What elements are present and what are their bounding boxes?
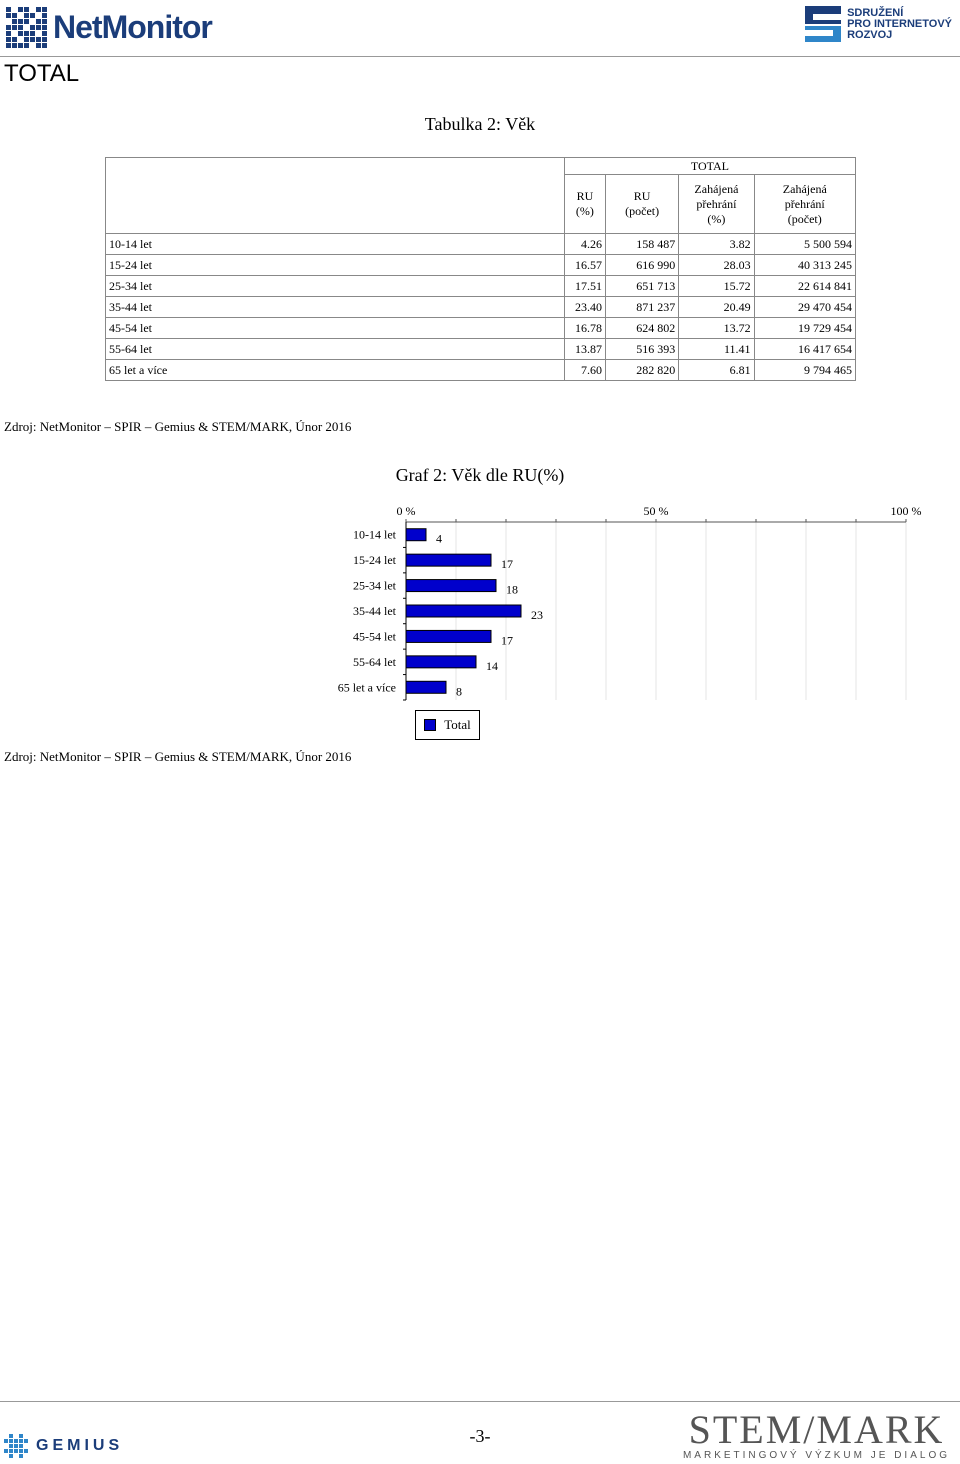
- table-group-header: TOTAL: [564, 158, 855, 175]
- column-header-plays-count: Zahájená přehrání (počet): [754, 175, 855, 234]
- chart-title: Graf 2: Věk dle RU(%): [395, 465, 565, 485]
- table-cell: 616 990: [605, 255, 678, 276]
- bar: [406, 580, 496, 592]
- table-cell: 15.72: [679, 276, 754, 297]
- stem-mark-logo: [682, 1407, 950, 1461]
- table-row: [106, 339, 856, 360]
- age-table: [105, 157, 856, 381]
- bar: [406, 656, 476, 668]
- table-cell: 3.82: [679, 234, 754, 255]
- data-label: 8: [456, 684, 462, 699]
- column-header-ru-count: RU (počet): [605, 175, 678, 234]
- row-label: 55-64 let: [106, 339, 565, 360]
- data-label: 17: [501, 633, 513, 648]
- bar: [406, 554, 491, 566]
- netmonitor-logo: [6, 6, 212, 48]
- category-label: 55-64 let: [353, 654, 396, 669]
- data-label: 18: [506, 582, 518, 597]
- source-note-chart: Zdroj: NetMonitor – SPIR – Gemius & STEM/MARK, Únor 2016: [4, 749, 352, 764]
- netmonitor-dots-icon: [6, 7, 47, 48]
- table-row: [106, 255, 856, 276]
- table-cell: 22 614 841: [754, 276, 855, 297]
- page-number: -3-: [469, 1426, 491, 1446]
- chart-legend: [415, 710, 480, 740]
- table-cell: 16 417 654: [754, 339, 855, 360]
- table-row: [106, 318, 856, 339]
- category-label: 25-34 let: [353, 578, 396, 593]
- table-cell: 282 820: [605, 360, 678, 381]
- x-tick-label: 0 %: [396, 504, 416, 518]
- table-cell: 28.03: [679, 255, 754, 276]
- legend-label-total: Total: [444, 717, 471, 732]
- table-cell: 871 237: [605, 297, 678, 318]
- row-label: 35-44 let: [106, 297, 565, 318]
- category-label: 10-14 let: [353, 527, 396, 542]
- gemius-logo-text: GEMIUS: [36, 1437, 124, 1454]
- page-title: TOTAL: [4, 60, 80, 87]
- table-cell: 516 393: [605, 339, 678, 360]
- table-cell: 13.72: [679, 318, 754, 339]
- category-label: 65 let a více: [337, 680, 396, 695]
- category-label: 45-54 let: [353, 629, 396, 644]
- x-tick-label: 100 %: [890, 504, 922, 518]
- column-header-plays-pct: Zahájená přehrání (%): [679, 175, 754, 234]
- table-corner-cell: [106, 158, 565, 234]
- table-cell: 13.87: [564, 339, 605, 360]
- bar: [406, 630, 491, 642]
- bar: [406, 681, 446, 693]
- table-cell: 9 794 465: [754, 360, 855, 381]
- table-title: Tabulka 2: Věk: [424, 114, 536, 134]
- table-cell: 11.41: [679, 339, 754, 360]
- data-label: 17: [501, 557, 513, 572]
- column-header-ru-pct: RU (%): [564, 175, 605, 234]
- netmonitor-logo-text: NetMonitor: [53, 8, 212, 45]
- spir-line-2: PRO INTERNETOVÝ: [847, 17, 952, 30]
- spir-line-3: ROZVOJ: [847, 28, 893, 41]
- x-tick-label: 50 %: [643, 504, 669, 518]
- data-label: 4: [436, 531, 442, 546]
- bar: [406, 529, 426, 541]
- table-cell: 40 313 245: [754, 255, 855, 276]
- table-cell: 4.26: [564, 234, 605, 255]
- table-row: [106, 234, 856, 255]
- table-cell: 158 487: [605, 234, 678, 255]
- age-bar-chart: [300, 500, 940, 705]
- stem-mark-tagline: MARKETINGOVÝ VÝZKUM JE DIALOG: [682, 1450, 950, 1461]
- source-note-table: Zdroj: NetMonitor – SPIR – Gemius & STEM/MARK, Únor 2016: [4, 419, 352, 434]
- table-cell: 19 729 454: [754, 318, 855, 339]
- table-cell: 16.57: [564, 255, 605, 276]
- row-label: 25-34 let: [106, 276, 565, 297]
- table-cell: 651 713: [605, 276, 678, 297]
- spir-logo: [805, 6, 952, 42]
- row-label: 65 let a více: [106, 360, 565, 381]
- category-label: 35-44 let: [353, 604, 396, 618]
- table-cell: 23.40: [564, 297, 605, 318]
- table-cell: 17.51: [564, 276, 605, 297]
- footer-divider: [0, 1401, 960, 1402]
- spir-mark-icon: [805, 6, 841, 42]
- table-cell: 6.81: [679, 360, 754, 381]
- table-cell: 7.60: [564, 360, 605, 381]
- table-row: [106, 297, 856, 318]
- table-cell: 20.49: [679, 297, 754, 318]
- table-row: [106, 360, 856, 381]
- spir-line-1: SDRUŽENÍ: [847, 6, 904, 19]
- header-divider: [0, 56, 960, 57]
- stem-mark-logo-text: STEM/MARK: [688, 1407, 945, 1452]
- row-label: 45-54 let: [106, 318, 565, 339]
- data-label: 23: [531, 608, 543, 622]
- legend-swatch-total: [424, 719, 436, 731]
- row-label: 10-14 let: [106, 234, 565, 255]
- data-label: 14: [486, 658, 498, 673]
- table-row: [106, 276, 856, 297]
- table-group-header-row: [106, 158, 856, 175]
- category-label: 15-24 let: [353, 553, 396, 568]
- row-label: 15-24 let: [106, 255, 565, 276]
- table-cell: 29 470 454: [754, 297, 855, 318]
- table-cell: 5 500 594: [754, 234, 855, 255]
- bar: [406, 605, 521, 617]
- table-cell: 16.78: [564, 318, 605, 339]
- table-cell: 624 802: [605, 318, 678, 339]
